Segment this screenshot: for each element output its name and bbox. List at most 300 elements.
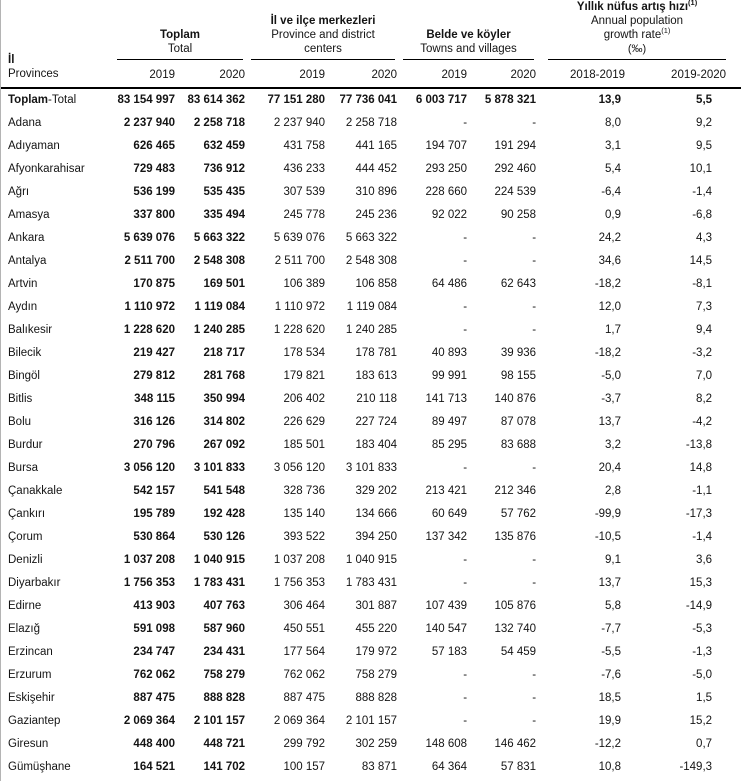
total-2019-cell: 316 126 (133, 415, 175, 428)
centers-2019-cell: 762 062 (283, 668, 326, 681)
group-centers-title-tr: İl ve ilçe merkezleri (270, 15, 376, 27)
centers-2020-cell: 310 896 (355, 185, 398, 198)
group-rate-title-en-line1: Annual population (590, 15, 684, 27)
rate-2019-2020-cell: 3,6 (696, 553, 713, 566)
rate-2018-2019-cell: 13,7 (598, 576, 622, 589)
towns-2019-cell: 85 295 (431, 438, 468, 451)
rate-2018-2019-cell: 1,7 (605, 323, 622, 336)
rate-2019-2020-cell: 9,5 (696, 139, 713, 152)
rate-2019-2020-cell: -6,8 (692, 208, 713, 221)
population-table (1, 0, 741, 778)
rate-2018-2019-cell: 3,2 (605, 438, 622, 451)
total-2020-cell: 314 802 (203, 415, 246, 428)
centers-2019-cell: 1 756 353 (273, 576, 326, 589)
towns-2019-cell: - (463, 461, 468, 474)
total-2020-cell: 632 459 (203, 139, 246, 152)
towns-2019-cell: 213 421 (425, 484, 468, 497)
towns-2019-cell: - (463, 691, 468, 704)
table-row (1, 295, 741, 318)
table-row (1, 318, 741, 341)
rate-2019-2020-cell: -1,3 (692, 645, 713, 658)
province-name: Elazığ (8, 622, 40, 635)
towns-2020-cell: - (532, 116, 537, 129)
total-2020-cell: 335 494 (203, 208, 246, 221)
centers-2020-cell: 888 828 (355, 691, 398, 704)
total-2020-cell: 2 258 718 (193, 116, 246, 129)
centers-2019-cell: 307 539 (283, 185, 326, 198)
rate-2018-2019-cell: 19,9 (598, 714, 622, 727)
province-name: Amasya (8, 208, 50, 221)
rate-2019-2020-cell: -4,2 (692, 415, 713, 428)
table-row (1, 410, 741, 433)
rate-2018-2019-cell: -3,7 (601, 392, 622, 405)
year-centers-2019: 2019 (299, 69, 326, 81)
centers-2019-cell: 328 736 (283, 484, 326, 497)
total-row-label: Toplam-Total (8, 94, 77, 106)
total-2019-cell: 2 511 700 (124, 254, 175, 267)
centers-2019-cell: 306 464 (283, 599, 326, 612)
towns-2019-cell: 293 250 (425, 162, 468, 175)
centers-2020-cell: 1 783 431 (345, 576, 398, 589)
province-name: Ankara (8, 231, 45, 244)
towns-2019-cell: 99 991 (431, 369, 468, 382)
rate-2018-2019-cell: -5,0 (601, 369, 622, 382)
centers-2019-cell: 2 069 364 (273, 714, 326, 727)
towns-2019-cell: 60 649 (431, 507, 468, 520)
province-name: Burdur (8, 438, 43, 451)
province-column-header (1, 0, 113, 88)
towns-2019-cell: 64 486 (431, 277, 468, 290)
centers-2020-cell: 134 666 (355, 507, 398, 520)
towns-2020-cell: - (532, 323, 537, 336)
total-2019-cell: 337 800 (133, 208, 175, 221)
centers-2019-cell: 299 792 (283, 737, 326, 750)
centers-2020-cell: 302 259 (355, 737, 398, 750)
table-row (1, 134, 741, 157)
centers-2019-cell: 2 511 700 (274, 254, 326, 267)
centers-2020-cell: 2 258 718 (345, 116, 398, 129)
province-name: Çorum (8, 530, 43, 543)
towns-2020-cell: - (532, 668, 537, 681)
table-row (1, 571, 741, 594)
centers-2019-cell: 106 389 (283, 277, 326, 290)
year-total-2019: 2019 (149, 69, 175, 81)
towns-2019-cell: 194 707 (425, 139, 468, 152)
table-row (1, 525, 741, 548)
rate-2019-2020-cell: 14,8 (689, 461, 713, 474)
towns-2019-cell: - (463, 714, 468, 727)
total-2019-cell: 348 115 (134, 392, 175, 405)
year-rate-2018-2019: 2018-2019 (570, 69, 626, 81)
total-2020-cell: 2 548 308 (193, 254, 246, 267)
towns-2019-cell: 148 608 (425, 737, 468, 750)
centers-2019-cell: 179 821 (283, 369, 326, 382)
towns-2020-cell: 132 740 (494, 622, 537, 635)
towns-2020-cell: - (532, 576, 537, 589)
total-row (1, 88, 741, 111)
centers-2020-cell: 1 119 084 (346, 300, 398, 313)
rate-2019-2020-cell: 4,3 (696, 231, 713, 244)
centers-2020-cell: 1 040 915 (345, 553, 398, 566)
total-2019-cell: 2 237 940 (123, 116, 175, 129)
total-2019-cell: 3 056 120 (123, 461, 175, 474)
rate-2018-2019-cell: 3,1 (605, 139, 622, 152)
total-cell: 5,5 (696, 94, 713, 106)
towns-2020-cell: 191 294 (494, 139, 537, 152)
towns-2020-cell: 62 643 (500, 277, 537, 290)
total-2020-cell: 3 101 833 (193, 461, 246, 474)
rate-2018-2019-cell: -6,4 (601, 185, 622, 198)
centers-2020-cell: 5 663 322 (345, 231, 398, 244)
group-rate-title-tr: Yıllık nüfus artış hızı$^{(1)}$ (576, 0, 698, 13)
towns-2019-cell: - (463, 576, 468, 589)
towns-2020-cell: - (532, 461, 537, 474)
group-header-row (1, 0, 741, 60)
centers-2020-cell: 183 613 (355, 369, 398, 382)
rate-2018-2019-cell: 10,8 (598, 760, 622, 773)
centers-2019-cell: 206 402 (283, 392, 326, 405)
table-row (1, 341, 741, 364)
rate-2019-2020-cell: -1,4 (692, 530, 713, 543)
centers-2020-cell: 178 781 (355, 346, 398, 359)
centers-2020-cell: 83 871 (361, 760, 398, 773)
province-name: Artvin (8, 277, 38, 290)
rate-2019-2020-cell: 9,2 (696, 116, 713, 129)
centers-2020-cell: 179 972 (355, 645, 398, 658)
total-2020-cell: 587 960 (203, 622, 246, 635)
centers-2019-cell: 450 551 (283, 622, 326, 635)
towns-2019-cell: 141 713 (425, 392, 468, 405)
centers-2020-cell: 758 279 (355, 668, 398, 681)
table-body (1, 88, 741, 778)
total-2020-cell: 281 768 (203, 369, 246, 382)
total-2019-cell: 195 789 (133, 507, 175, 520)
towns-2019-cell: - (463, 323, 468, 336)
group-rate-unit: (‰) (627, 43, 647, 55)
towns-2020-cell: 83 688 (500, 438, 537, 451)
rate-2019-2020-cell: -5,0 (692, 668, 713, 681)
centers-2019-cell: 135 140 (283, 507, 326, 520)
province-name: Bingöl (8, 369, 40, 382)
rate-2019-2020-cell: -5,3 (692, 622, 713, 635)
table-row (1, 686, 741, 709)
centers-2020-cell: 441 165 (355, 139, 398, 152)
total-2020-cell: 407 763 (203, 599, 246, 612)
rate-2019-2020-cell: 15,2 (689, 714, 713, 727)
towns-2020-cell: 212 346 (494, 484, 537, 497)
total-2020-cell: 1 783 431 (193, 576, 246, 589)
group-total-title-tr: Toplam (159, 29, 201, 41)
total-2020-cell: 267 092 (203, 438, 246, 451)
towns-2020-cell: 135 876 (494, 530, 537, 543)
centers-2020-cell: 245 236 (355, 208, 398, 221)
towns-2020-cell: - (532, 300, 537, 313)
table-row (1, 732, 741, 755)
total-cell: 83 154 997 (117, 94, 175, 106)
centers-2020-cell: 106 858 (355, 277, 398, 290)
table-row (1, 433, 741, 456)
towns-2020-cell: 146 462 (494, 737, 537, 750)
rate-2019-2020-cell: 7,3 (696, 300, 713, 313)
rate-2018-2019-cell: 24,2 (598, 231, 622, 244)
province-name: Giresun (8, 737, 49, 750)
total-2019-cell: 591 098 (133, 622, 175, 635)
centers-2020-cell: 2 101 157 (345, 714, 398, 727)
table-row (1, 272, 741, 295)
rate-2019-2020-cell: -14,9 (685, 599, 713, 612)
total-2020-cell: 218 717 (203, 346, 246, 359)
towns-2019-cell: 137 342 (425, 530, 468, 543)
towns-2020-cell: 87 078 (500, 415, 537, 428)
rate-2019-2020-cell: -3,2 (692, 346, 713, 359)
centers-2019-cell: 178 534 (283, 346, 326, 359)
province-name: Diyarbakır (8, 576, 61, 589)
footnote-marker: (1) (688, 0, 698, 8)
province-name: Aydın (8, 300, 38, 313)
total-2019-cell: 729 483 (133, 162, 175, 175)
towns-2019-cell: - (463, 668, 468, 681)
table-row (1, 479, 741, 502)
rate-2018-2019-cell: -18,2 (594, 346, 622, 359)
centers-2020-cell: 2 548 308 (345, 254, 398, 267)
total-2019-cell: 626 465 (133, 139, 175, 152)
rate-2018-2019-cell: 18,5 (598, 691, 622, 704)
group-total-title-en: Total (167, 43, 193, 55)
centers-2019-cell: 3 056 120 (273, 461, 326, 474)
total-2019-cell: 234 747 (133, 645, 175, 658)
total-2020-cell: 5 663 322 (193, 231, 246, 244)
total-cell: 83 614 362 (187, 94, 246, 106)
centers-2020-cell: 3 101 833 (345, 461, 398, 474)
rate-2018-2019-cell: 0,9 (605, 208, 622, 221)
total-2019-cell: 448 400 (133, 737, 175, 750)
total-2019-cell: 5 639 076 (123, 231, 175, 244)
total-2020-cell: 169 501 (203, 277, 246, 290)
table-row (1, 617, 741, 640)
centers-2019-cell: 1 228 620 (273, 323, 326, 336)
total-2020-cell: 888 828 (203, 691, 246, 704)
rate-2019-2020-cell: 0,7 (696, 737, 713, 750)
table-row (1, 663, 741, 686)
table-header (1, 0, 741, 88)
rate-2019-2020-cell: 14,5 (689, 254, 713, 267)
towns-2019-cell: 92 022 (431, 208, 468, 221)
total-2020-cell: 448 721 (203, 737, 246, 750)
rate-2019-2020-cell: -1,4 (692, 185, 713, 198)
towns-2020-cell: 224 539 (494, 185, 537, 198)
province-name: Ağrı (8, 185, 30, 198)
table-row (1, 157, 741, 180)
centers-2020-cell: 394 250 (355, 530, 398, 543)
province-header-tr: İl (8, 54, 15, 66)
rate-2018-2019-cell: -99,9 (594, 507, 622, 520)
rate-2019-2020-cell: -17,3 (685, 507, 713, 520)
total-2019-cell: 1 110 972 (124, 300, 175, 313)
total-2020-cell: 530 126 (203, 530, 246, 543)
towns-2020-cell: 105 876 (494, 599, 537, 612)
towns-2020-cell: 140 876 (494, 392, 537, 405)
rate-2018-2019-cell: -7,6 (601, 668, 622, 681)
table-row (1, 203, 741, 226)
centers-2020-cell: 1 240 285 (345, 323, 398, 336)
province-name: Çanakkale (8, 484, 63, 497)
total-2019-cell: 270 796 (133, 438, 175, 451)
rate-2018-2019-cell: -5,5 (601, 645, 622, 658)
towns-2019-cell: 140 547 (425, 622, 468, 635)
table-row (1, 548, 741, 571)
total-2020-cell: 234 431 (203, 645, 246, 658)
total-2020-cell: 736 912 (203, 162, 246, 175)
towns-2020-cell: 98 155 (500, 369, 537, 382)
towns-2020-cell: - (532, 714, 537, 727)
total-2019-cell: 1 756 353 (123, 576, 175, 589)
rate-2019-2020-cell: 10,1 (689, 162, 713, 175)
centers-2019-cell: 5 639 076 (273, 231, 326, 244)
centers-2019-cell: 1 037 208 (273, 553, 326, 566)
total-2020-cell: 541 548 (203, 484, 246, 497)
centers-2020-cell: 444 452 (355, 162, 398, 175)
centers-2019-cell: 245 778 (283, 208, 326, 221)
centers-2019-cell: 431 758 (283, 139, 326, 152)
total-2019-cell: 279 812 (133, 369, 175, 382)
towns-2019-cell: 40 893 (431, 346, 468, 359)
rate-2019-2020-cell: 15,3 (689, 576, 713, 589)
centers-2020-cell: 301 887 (355, 599, 398, 612)
table-row (1, 226, 741, 249)
total-2020-cell: 192 428 (203, 507, 246, 520)
rate-2018-2019-cell: 8,0 (605, 116, 622, 129)
towns-2020-cell: - (532, 691, 537, 704)
total-2019-cell: 762 062 (133, 668, 175, 681)
centers-2020-cell: 210 118 (356, 392, 398, 405)
rate-2018-2019-cell: -10,5 (594, 530, 622, 543)
rate-2018-2019-cell: 12,0 (598, 300, 622, 313)
province-name: Bolu (8, 415, 32, 428)
towns-2020-cell: 57 831 (500, 760, 537, 773)
table-row (1, 456, 741, 479)
province-name: Erzincan (8, 645, 53, 658)
province-name: Afyonkarahisar (8, 162, 85, 175)
total-2019-cell: 164 521 (133, 760, 175, 773)
total-2020-cell: 350 994 (203, 392, 246, 405)
group-centers-title-en: Province and district centers (271, 29, 375, 55)
province-name: Çankırı (8, 507, 46, 520)
table-row (1, 387, 741, 410)
total-2019-cell: 170 875 (133, 277, 175, 290)
rate-2019-2020-cell: 9,4 (696, 323, 713, 336)
total-2019-cell: 536 199 (133, 185, 175, 198)
group-centers (247, 0, 399, 60)
rate-2019-2020-cell: -149,3 (679, 760, 713, 773)
total-2020-cell: 1 240 285 (193, 323, 246, 336)
table-row (1, 364, 741, 387)
total-2019-cell: 530 864 (133, 530, 175, 543)
towns-2019-cell: 228 660 (425, 185, 468, 198)
total-cell: 77 151 280 (267, 94, 326, 106)
total-2020-cell: 141 702 (203, 760, 246, 773)
total-2019-cell: 542 157 (133, 484, 175, 497)
year-rate-2019-2020: 2019-2020 (671, 69, 727, 81)
towns-2020-cell: 90 258 (500, 208, 537, 221)
province-name: Bilecik (8, 346, 42, 359)
group-towns-title-en: Towns and villages (420, 43, 517, 55)
towns-2020-cell: 54 459 (500, 645, 537, 658)
rate-2018-2019-cell: 9,1 (605, 553, 622, 566)
table-row (1, 709, 741, 732)
rate-2018-2019-cell: 20,4 (598, 461, 622, 474)
total-cell: 77 736 041 (339, 94, 398, 106)
centers-2020-cell: 329 202 (355, 484, 398, 497)
year-towns-2020: 2020 (510, 69, 537, 81)
total-2019-cell: 1 228 620 (123, 323, 175, 336)
table-row (1, 755, 741, 778)
province-name: Balıkesir (8, 323, 53, 336)
towns-2020-cell: - (532, 553, 537, 566)
total-2019-cell: 1 037 208 (123, 553, 175, 566)
rate-2018-2019-cell: -18,2 (594, 277, 622, 290)
rate-2018-2019-cell: 34,6 (598, 254, 622, 267)
total-cell: 5 878 321 (484, 94, 537, 106)
towns-2019-cell: - (463, 116, 468, 129)
footnote-marker: (1) (661, 26, 671, 36)
towns-2019-cell: - (463, 231, 468, 244)
towns-2019-cell: - (463, 254, 468, 267)
rate-2018-2019-cell: 2,8 (605, 484, 622, 497)
centers-2019-cell: 185 501 (283, 438, 326, 451)
total-2019-cell: 219 427 (133, 346, 175, 359)
total-cell: 6 003 717 (415, 94, 468, 106)
group-growth-rate (538, 0, 741, 60)
table-row (1, 594, 741, 617)
rate-2018-2019-cell: 13,7 (598, 415, 622, 428)
towns-2019-cell: 64 364 (431, 760, 468, 773)
towns-2019-cell: - (463, 300, 468, 313)
total-2020-cell: 1 040 915 (193, 553, 246, 566)
rate-2018-2019-cell: 5,8 (605, 599, 622, 612)
rate-2019-2020-cell: -13,8 (685, 438, 713, 451)
table-row (1, 111, 741, 134)
total-2020-cell: 1 119 084 (194, 300, 246, 313)
province-name: Bursa (8, 461, 39, 474)
towns-2020-cell: - (532, 231, 537, 244)
towns-2019-cell: 57 183 (431, 645, 468, 658)
towns-2019-cell: - (463, 553, 468, 566)
towns-2019-cell: 107 439 (425, 599, 468, 612)
province-name: Gaziantep (8, 714, 61, 727)
province-name: Antalya (8, 254, 47, 267)
group-towns-title-tr: Belde ve köyler (426, 29, 511, 41)
rate-2019-2020-cell: -8,1 (692, 277, 713, 290)
total-2019-cell: 887 475 (133, 691, 175, 704)
group-rate-title-en-line2: growth rate$^{(1)}$ (603, 26, 671, 41)
table-row (1, 180, 741, 203)
rate-2018-2019-cell: -12,2 (594, 737, 622, 750)
centers-2019-cell: 436 233 (283, 162, 326, 175)
towns-2019-cell: 89 497 (431, 415, 468, 428)
province-name: Eskişehir (8, 691, 55, 704)
centers-2020-cell: 227 724 (355, 415, 398, 428)
province-header-en: Provinces (8, 68, 59, 80)
group-total (113, 0, 247, 60)
total-2020-cell: 2 101 157 (193, 714, 246, 727)
province-name: Denizli (8, 553, 43, 566)
centers-2019-cell: 226 629 (283, 415, 326, 428)
table-row (1, 249, 741, 272)
total-2019-cell: 2 069 364 (123, 714, 175, 727)
towns-2020-cell: 292 460 (494, 162, 537, 175)
centers-2019-cell: 1 110 972 (274, 300, 326, 313)
province-name: Adıyaman (8, 139, 60, 152)
